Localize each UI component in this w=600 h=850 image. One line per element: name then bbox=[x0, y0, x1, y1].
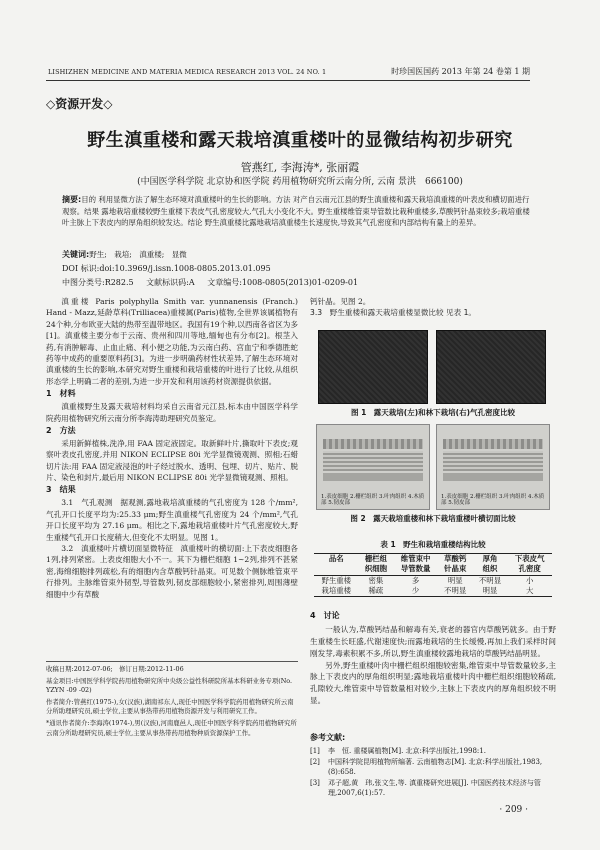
results-cross-section-paragraph: 3.2 滇重楼叶片横切面显微特征 滇重楼叶的横切面:上下表皮细胞各1列,排列紧密。上表皮细胞大小不一。其下为栅栏细胞 1~2列,排列不甚紧密,海绵细胞排列疏松,有的细胞内含草酸钙针晶束。可见数个侧脉维管束平行排列。主脉维管束外韧型,导管数列,韧皮部细胞较小,紧密排列,周围薄壁细胞中少有草酸 bbox=[46, 544, 298, 599]
table-row bbox=[314, 575, 552, 586]
table-header-cell: 草酸钙 bbox=[438, 554, 473, 565]
footnote-dates: 收稿日期:2012-07-06; 修订日期:2012-11-06 bbox=[46, 665, 184, 673]
table-cell: 密集 bbox=[368, 575, 384, 585]
footnote-author: 作者简介:管燕红(1975-),女(汉族),湖南祁东人,现任中国医学科学院药用植物研究所云南分所助理研究员,硕士学位,主要从事热带药用植物资源开发与利用研究工作。 bbox=[46, 697, 294, 716]
discussion bbox=[310, 610, 556, 707]
table-header-row bbox=[314, 564, 552, 575]
doi: DOI 标识:doi:10.3969/j.issn.1008-0805.2013.01.095 bbox=[62, 264, 271, 273]
footnote-fund: 基金项目:中国医学科学院药用植物研究所中央级公益性科研院所基本科研业务专项(No. YZYN -09 -02) bbox=[46, 676, 293, 695]
reference-item: [1] 李 恒. 重楼属植物[M]. 北京:科学出版社,1998:1. bbox=[310, 747, 486, 755]
heading-methods: 2 方法 bbox=[46, 425, 76, 435]
table-cell: 小 bbox=[525, 575, 534, 585]
table-cell: 多 bbox=[411, 575, 420, 585]
keywords bbox=[62, 249, 532, 261]
left-column bbox=[46, 296, 298, 600]
cross-section-legend-right: 1.表皮细胞 2.栅栏组织 3.叶肉组织 4.木质部 5.韧皮部 bbox=[441, 493, 545, 507]
table-cell: 明显 bbox=[447, 575, 463, 585]
table-cell: 不明显 bbox=[478, 575, 502, 585]
continued-text: 钙针晶。见图 2。 bbox=[310, 297, 371, 306]
article-title: 野生滇重楼和露天栽培滇重楼叶的显微结构初步研究 bbox=[87, 130, 513, 151]
table-cell: 不明显 bbox=[438, 586, 473, 597]
abstract-label: 摘要: bbox=[62, 195, 82, 204]
references bbox=[310, 732, 556, 799]
header-rule bbox=[46, 80, 530, 81]
clc-number: 中图分类号:R282.5 bbox=[62, 278, 134, 287]
discussion-paragraph-2: 另外,野生重楼叶肉中栅栏组织细胞较密集,维管束中导管数量较多,主脉上下表皮内的厚角组织明显;露地栽培重楼叶肉中栅栏组织细胞较稀疏,孔隙较大,维管束中导管数量相对较少,主脉上下表皮内的厚角组织较不明显。 bbox=[310, 660, 556, 705]
table-header-row bbox=[314, 554, 552, 565]
figure-2-caption: 图 2 露天栽培重楼和林下栽培重楼叶横切面比较 bbox=[350, 514, 516, 523]
document-code: 文献标识码:A bbox=[146, 278, 195, 287]
table-cell: 大 bbox=[507, 586, 552, 597]
table-header-cell: 品名 bbox=[314, 554, 359, 565]
intro-paragraph: 滇重楼 Paris polyphylla Smith var. yunnanensis (Franch.) Hand - Mazz,延龄草科(Trilliacea)重楼属(Paris)植物,全世界该属植物有24个种,分布欧亚大陆的热带至温带地区。我国有19个种,以西南各省区为多[1]。滇重楼主要分布于云南、贵州和四川等地,缅甸也有分布[2]。根茎入药,有消肿解毒、止血止痛、利小便之功能,为云南白药、宫血宁和季德胜蛇药等中成药的重要原料药[3]。为进一步明确药材性状差异,了解生态环境对滇重楼的生长的影响,本研究对野生重楼和栽培重楼的叶进行了比较,从组织形态学上明确二者的差别,为进一步开发和利用该药材资源提供依据。 bbox=[46, 297, 298, 386]
table-header-cell: 下表皮气 bbox=[507, 554, 552, 565]
table-cell: 栽培重楼 bbox=[314, 586, 359, 597]
keywords-label: 关键词: bbox=[62, 250, 90, 259]
authors: 管燕红, 李海涛*, 张丽霞 bbox=[240, 161, 360, 174]
table-cell: 野生重楼 bbox=[321, 575, 352, 585]
reference-item: [3] 邓子超,黄 玮,张文生,等. 滇重楼研究进展[J]. 中国医药技术经济与管理,2007,6(1):57. bbox=[310, 778, 541, 797]
results-stomata-paragraph: 3.1 气孔观测 据观测,露地栽培滇重楼的气孔密度为 128 个/mm²,气孔开口长度平均为:25.33 μm;野生滇重楼气孔密度为 24 个/mm²,气孔开口长度平均为 27.16 μm。相比之下,露地栽培重楼叶片气孔密度较大,野生重楼气孔开口长度稍大,但变化不太明显。见图 1。 bbox=[46, 498, 298, 542]
abstract bbox=[62, 194, 532, 228]
table-header-cell: 孔密度 bbox=[507, 564, 552, 575]
reference-item: [2] 中国科学院昆明植物所编著. 云南植物志[M]. 北京:科学出版社,1983,(8):658. bbox=[310, 757, 543, 776]
affiliation: (中国医学科学院 北京协和医学院 药用植物研究所云南分所, 云南 景洪 666100) bbox=[137, 177, 463, 187]
table-cell: 明显 bbox=[473, 586, 508, 597]
methods-paragraph: 采用新鲜植株,洗净,用 FAA 固定液固定。取新鲜叶片,撕取叶下表皮;观察叶表皮孔密度,并用 NIKON ECLIPSE 80i 光学显微镜观测、照相;石蜡切片法:用 FAA 固定液浸泡的叶子经过脱水、透明、包埋、切片、贴片、脱片、染色和封片,最后用 NIKON ECLIPSE 80i 光学显微镜观测、照相。 bbox=[46, 438, 298, 483]
journal-header-english: LISHIZHEN MEDICINE AND MATERIA MEDICA RESEARCH 2013 VOL. 24 NO. 1 bbox=[48, 68, 327, 76]
article-number: 文章编号:1008-0805(2013)01-0209-01 bbox=[207, 278, 359, 287]
references-heading: 参考文献: bbox=[310, 733, 346, 742]
table-header-cell bbox=[314, 564, 359, 575]
figure-1-caption: 图 1 露天栽培(左)和林下栽培(右)气孔密度比较 bbox=[350, 408, 516, 417]
classification-line bbox=[62, 277, 532, 289]
stomata-photo-forest bbox=[436, 330, 546, 404]
heading-comparison: 3.3 野生重楼和露天栽培重楼显微比较 见表 1。 bbox=[310, 308, 477, 318]
table-header-cell: 织细胞 bbox=[359, 564, 394, 575]
table-header-cell: 栅栏组 bbox=[359, 554, 394, 565]
stomata-photo-open-field bbox=[318, 330, 428, 404]
footnotes bbox=[46, 665, 298, 740]
abstract-body: 目的 利用显微方法了解生态环境对滇重楼叶的生长的影响。方法 对产自云南元江县的野生滇重楼和露天栽培滇重楼的叶表皮和横切面进行观察。结果 露地栽培重楼较野生重楼下表皮气孔密度较大,气孔大小变化不大。野生重楼维管束导管数比栽种重楼多,草酸钙针晶束较多;栽培重楼叶主脉上下表皮内的厚角组织较发达。结论 野生滇重楼比露地栽培滇重楼生长速度快,导致其气孔密度和内部结构有量上的差异。 bbox=[62, 195, 530, 228]
page-number: · 209 · bbox=[499, 805, 528, 815]
right-column-top bbox=[310, 296, 556, 319]
section-label: ◇资源开发◇ bbox=[46, 97, 113, 111]
cross-section-photo-forest bbox=[436, 424, 550, 510]
cross-section-photo-open-field bbox=[316, 424, 430, 510]
heading-materials: 1 材料 bbox=[46, 389, 76, 399]
table-header-cell: 导管数量 bbox=[393, 564, 438, 575]
table-header-cell: 维管束中 bbox=[393, 554, 438, 565]
table-1-caption: 表 1 野生和栽培重楼结构比较 bbox=[380, 540, 486, 549]
table-row bbox=[314, 586, 552, 597]
cross-section-legend-left: 1.表皮细胞 2.栅栏组织 3.叶肉组织 4.木质部 5.韧皮部 bbox=[321, 493, 425, 507]
footnote-rule bbox=[46, 661, 298, 662]
footnote-corresponding: *通讯作者简介:李海涛(1974-),男(汉族),河南鹿邑人,现任中国医学科学院药用植物研究所云南分所助理研究员,硕士学位,主要从事热带药用植物种质资源保护工作。 bbox=[46, 719, 297, 737]
materials-paragraph: 滇重楼野生及露天栽培材料均采自云南省元江县,标本由中国医学科学院药用植物研究所云南分所李海涛助理研究员鉴定。 bbox=[46, 402, 298, 423]
heading-results: 3 结果 bbox=[46, 485, 76, 495]
table-header-cell: 针晶束 bbox=[438, 564, 473, 575]
heading-discussion: 4 讨论 bbox=[310, 611, 340, 620]
table-cell: 少 bbox=[393, 586, 438, 597]
journal-header-chinese: 时珍国医国药 2013 年第 24 卷第 1 期 bbox=[391, 67, 530, 76]
table-header-cell: 组织 bbox=[473, 564, 508, 575]
table-cell: 稀疏 bbox=[359, 586, 394, 597]
keywords-body: 野生; 栽培; 滇重楼; 显微 bbox=[89, 250, 187, 259]
comparison-table bbox=[314, 553, 552, 597]
discussion-paragraph-1: 一般认为,草酸钙结晶和解毒有关,衰老的器官内草酸钙就多。由于野生重楼生长旺盛,代谢速度快;而露地栽培的生长缓慢,再加上我们采样时间刚发芽,毒素积累不多,所以,野生滇重楼较露地栽培的草酸钙结晶明显。 bbox=[310, 625, 556, 658]
table-header-cell: 厚角 bbox=[473, 554, 508, 565]
